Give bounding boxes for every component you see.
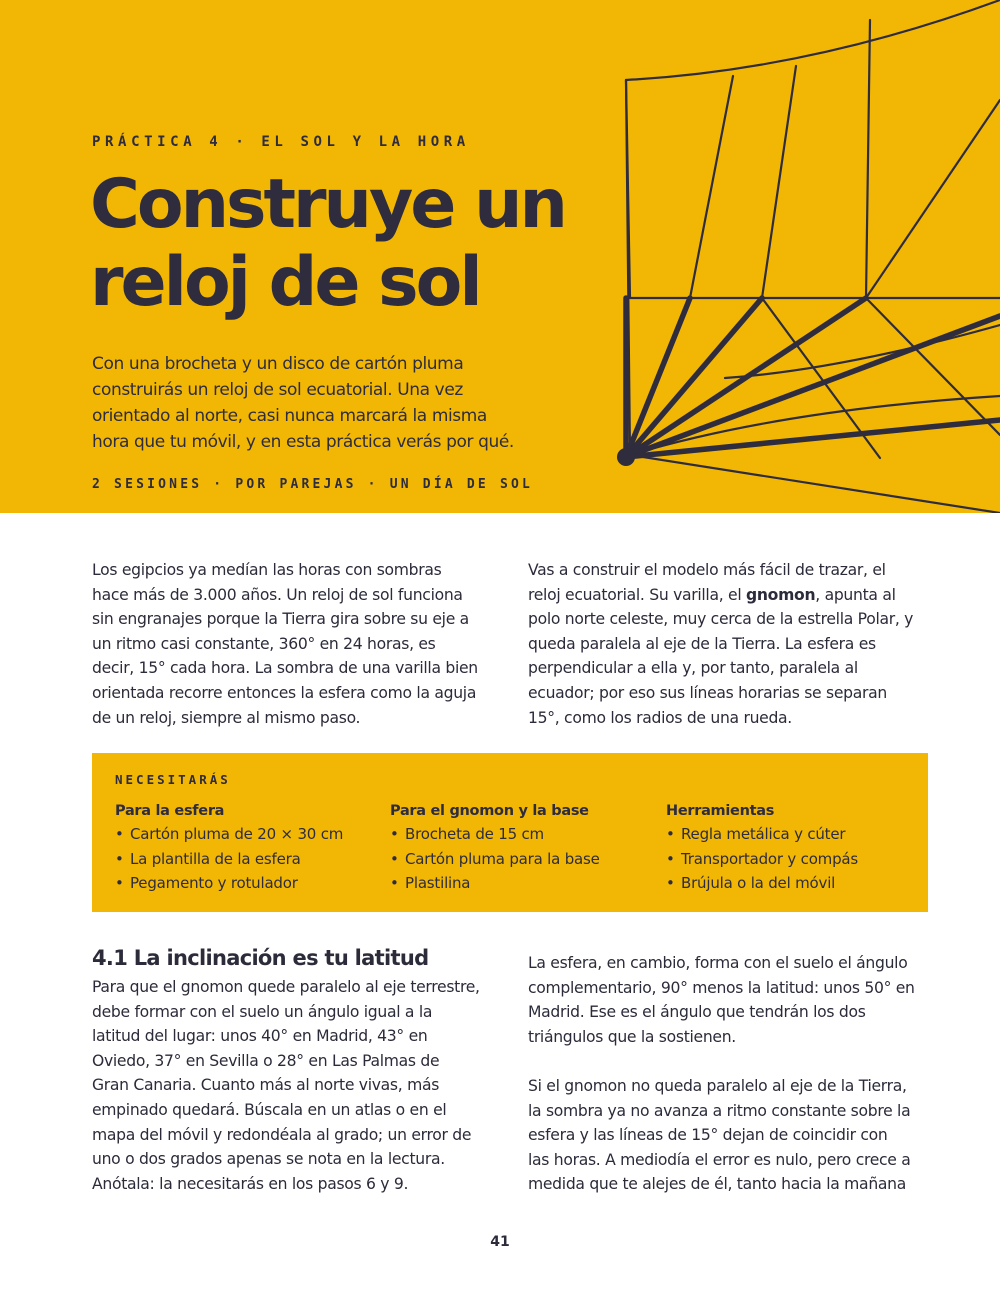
text-line: de un reloj, siempre al mismo paso. xyxy=(92,708,361,727)
intro-line: construirás un reloj de sol ecuatorial. Una vez xyxy=(92,380,463,400)
list-item: • Regla metálica y cúter xyxy=(666,822,936,847)
text-fragment: , apunta al xyxy=(815,585,896,604)
materials-group xyxy=(666,801,936,896)
list-item: • La plantilla de la esfera xyxy=(115,847,385,872)
text-line: las horas. A mediodía el error es nulo, pero crece a xyxy=(528,1150,911,1169)
list-item: • Cartón pluma de 20 × 30 cm xyxy=(115,822,385,847)
text-line: mapa del móvil y redondéala al grado; un error de xyxy=(92,1125,472,1144)
materials-group xyxy=(115,801,385,896)
materials-group xyxy=(390,801,660,896)
text-line: sin engranajes porque la Tierra gira sobre su eje a xyxy=(92,610,469,629)
title-line: Construye un xyxy=(90,165,565,244)
text-line: Anótala: la necesitarás en los pasos 6 y 9. xyxy=(92,1174,409,1193)
materials-list xyxy=(666,822,936,896)
text-line: debe formar con el suelo un ángulo igual a la xyxy=(92,1002,433,1021)
materials-list xyxy=(390,822,660,896)
text-line: latitud del lugar: unos 40° en Madrid, 43° en xyxy=(92,1027,428,1046)
materials-group-title: Para la esfera xyxy=(115,803,225,819)
text-line xyxy=(528,583,938,608)
text-fragment: reloj ecuatorial. Su varilla, el xyxy=(528,585,747,604)
text-line: polo norte celeste, muy cerca de la estrella Polar, y xyxy=(528,610,914,629)
text-line: 15°, como los radios de una rueda. xyxy=(528,708,792,727)
section-column-left xyxy=(92,975,502,1196)
materials-box xyxy=(92,753,928,912)
intro-line: hora que tu móvil, y en esta práctica verás por qué. xyxy=(92,432,514,452)
materials-group-title: Para el gnomon y la base xyxy=(390,803,589,819)
text-line: medida que te alejes de él, tanto hacia la mañana xyxy=(528,1175,906,1194)
gnomon-term: gnomon xyxy=(746,585,816,604)
text-line: ecuador; por eso sus líneas horarias se separan xyxy=(528,683,887,702)
text-line: Gran Canaria. Cuanto más al norte vivas, más xyxy=(92,1076,440,1095)
list-item: • Brújula o la del móvil xyxy=(666,871,936,896)
text-line: la sombra ya no avanza a ritmo constante sobre la xyxy=(528,1101,911,1120)
paragraph-gap xyxy=(528,1049,938,1074)
text-line: Vas a construir el modelo más fácil de trazar, el xyxy=(528,561,886,579)
text-line: esfera y las líneas de 15° dejan de coincidir con xyxy=(528,1126,888,1145)
title-line: reloj de sol xyxy=(90,243,480,322)
materials-group-title: Herramientas xyxy=(666,803,775,819)
intro-paragraph xyxy=(92,351,562,455)
text-line: uno o dos grados apenas se nota en la lectura. xyxy=(92,1150,445,1169)
page-number: 41 xyxy=(490,1234,510,1250)
section-column-right xyxy=(528,951,938,1197)
text-line: Oviedo, 37° en Sevilla o 28° en Las Palmas de xyxy=(92,1051,440,1070)
materials-list xyxy=(115,822,385,896)
text-line: La esfera, en cambio, forma con el suelo el ángulo xyxy=(528,954,908,972)
text-line: Si el gnomon no queda paralelo al eje de la Tierra, xyxy=(528,1076,907,1095)
list-item: • Pegamento y rotulador xyxy=(115,871,385,896)
text-line: complementario, 90° menos la latitud: unos 50° en xyxy=(528,978,915,997)
intro-line: orientado al norte, casi nunca marcará la misma xyxy=(92,406,487,426)
list-item: • Brocheta de 15 cm xyxy=(390,822,660,847)
hero-banner xyxy=(0,0,1000,513)
text-line: hace más de 3.000 años. Un reloj de sol funciona xyxy=(92,585,463,604)
text-line: decir, 15° cada hora. La sombra de una varilla bien xyxy=(92,659,478,678)
page-title xyxy=(90,166,565,322)
session-meta: 2 SESIONES · POR PAREJAS · UN DÍA DE SOL xyxy=(92,477,534,492)
intro-column-left xyxy=(92,558,502,730)
intro-column-right xyxy=(528,558,938,730)
text-line: orientada recorre entonces la esfera como la aguja xyxy=(92,683,477,702)
section-heading: 4.1 La inclinación es tu latitud xyxy=(92,946,429,970)
intro-line: Con una brocheta y un disco de cartón pluma xyxy=(92,354,464,374)
list-item: • Transportador y compás xyxy=(666,847,936,872)
text-line: triángulos que la sostienen. xyxy=(528,1027,736,1046)
list-item: • Cartón pluma para la base xyxy=(390,847,660,872)
text-line: Los egipcios ya medían las horas con sombras xyxy=(92,561,442,579)
materials-label: NECESITARÁS xyxy=(115,772,231,787)
text-line: Madrid. Ese es el ángulo que tendrán los dos xyxy=(528,1003,866,1022)
list-item: • Plastilina xyxy=(390,871,660,896)
text-line: empinado quedará. Búscala en un atlas o en el xyxy=(92,1100,447,1119)
text-line: un ritmo casi constante, 360° en 24 horas, es xyxy=(92,634,436,653)
text-line: queda paralela al eje de la Tierra. La esfera es xyxy=(528,634,876,653)
text-line: perpendicular a ella y, por tanto, paralela al xyxy=(528,659,858,678)
practice-eyebrow: PRÁCTICA 4 · EL SOL Y LA HORA xyxy=(92,134,470,150)
text-line: Para que el gnomon quede paralelo al eje terrestre, xyxy=(92,978,480,996)
